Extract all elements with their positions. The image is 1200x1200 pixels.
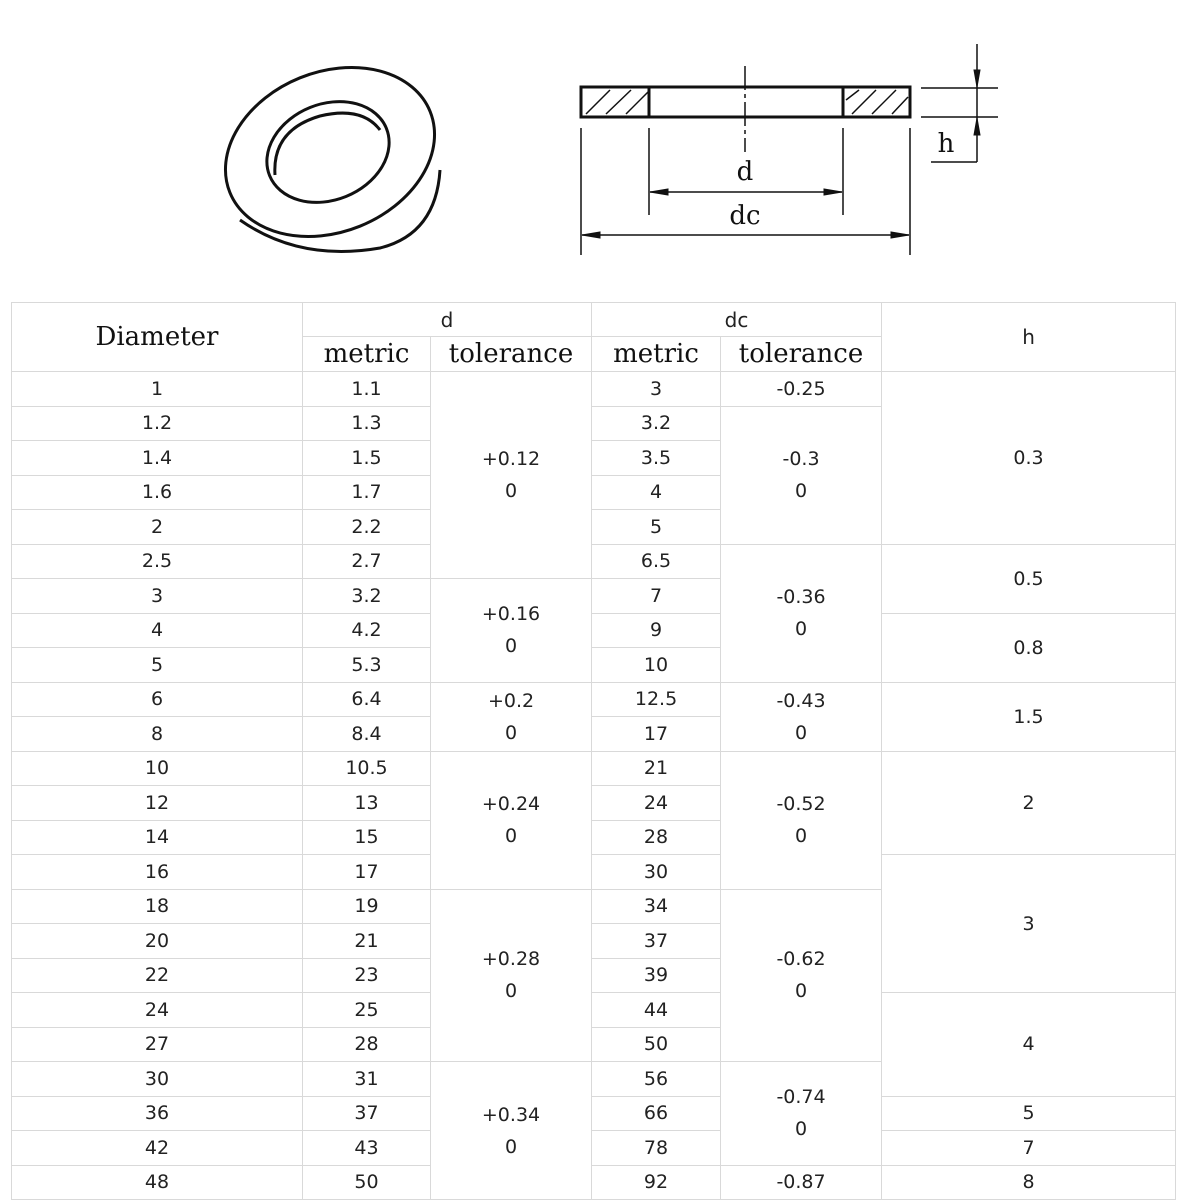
cell-dc-metric: 24	[592, 786, 721, 821]
cell-dc-metric: 3	[592, 372, 721, 407]
cell-dc-metric: 66	[592, 1096, 721, 1131]
cell-diameter: 2	[12, 510, 303, 545]
cell-d-tolerance-upper: +0.28	[481, 948, 541, 971]
cell-d-metric: 19	[303, 889, 431, 924]
washer-cross-section-icon	[581, 44, 998, 255]
washer-drawing	[0, 0, 1200, 290]
cell-dc-metric: 5	[592, 510, 721, 545]
cell-d-tolerance-upper: +0.34	[481, 1103, 541, 1126]
cell-d-metric: 1.1	[303, 372, 431, 407]
cell-diameter: 27	[12, 1027, 303, 1062]
header-d-metric: metric	[303, 337, 431, 372]
cell-d-metric: 1.3	[303, 406, 431, 441]
cell-d-tolerance-upper: +0.2	[487, 689, 535, 712]
cell-d-metric: 25	[303, 993, 431, 1028]
table-row	[12, 855, 1176, 890]
header-dc-group: dc	[592, 303, 882, 337]
cell-dc-tolerance	[721, 889, 882, 1062]
cell-dc-tolerance	[721, 1165, 882, 1200]
cell-diameter: 20	[12, 924, 303, 959]
cell-dc-tolerance	[721, 406, 882, 544]
cell-diameter: 8	[12, 717, 303, 752]
cell-dc-tolerance-upper: -0.43	[776, 689, 826, 712]
cell-d-metric: 15	[303, 820, 431, 855]
cell-d-metric: 23	[303, 958, 431, 993]
cell-dc-tolerance-lower: 0	[794, 721, 808, 744]
cell-diameter: 6	[12, 682, 303, 717]
washer-diagram	[0, 0, 1200, 290]
cell-diameter: 5	[12, 648, 303, 683]
cell-dc-metric: 7	[592, 579, 721, 614]
cell-h: 0.3	[882, 372, 1176, 545]
table-row	[12, 1096, 1176, 1131]
cell-h: 8	[882, 1165, 1176, 1200]
table-row	[12, 993, 1176, 1028]
cell-dc-metric: 56	[592, 1062, 721, 1097]
cell-d-tolerance-lower: 0	[504, 635, 518, 658]
cell-d-metric: 6.4	[303, 682, 431, 717]
cell-d-metric: 3.2	[303, 579, 431, 614]
cell-d-tolerance	[431, 1062, 592, 1200]
cell-h: 3	[882, 855, 1176, 993]
cell-diameter: 10	[12, 751, 303, 786]
cell-diameter: 14	[12, 820, 303, 855]
cell-diameter: 24	[12, 993, 303, 1028]
cell-dc-tolerance	[721, 682, 882, 751]
cell-dc-metric: 4	[592, 475, 721, 510]
cell-d-tolerance	[431, 372, 592, 579]
cell-d-tolerance	[431, 889, 592, 1062]
dc-dimension-label: dc	[729, 201, 761, 231]
cell-h: 2	[882, 751, 1176, 855]
cell-d-metric: 2.7	[303, 544, 431, 579]
header-diameter: Diameter	[12, 303, 303, 372]
cell-d-tolerance-lower: 0	[504, 480, 518, 502]
cell-d-metric: 1.7	[303, 475, 431, 510]
cell-dc-tolerance-upper: -0.52	[776, 793, 826, 815]
cell-d-metric: 28	[303, 1027, 431, 1062]
header-h: h	[882, 303, 1176, 372]
table-row	[12, 544, 1176, 579]
cell-d-metric: 10.5	[303, 751, 431, 786]
cell-d-metric: 2.2	[303, 510, 431, 545]
cell-dc-tolerance	[721, 751, 882, 889]
cell-dc-metric: 10	[592, 648, 721, 683]
cell-h: 5	[882, 1096, 1176, 1131]
cell-d-metric: 5.3	[303, 648, 431, 683]
cell-diameter: 48	[12, 1165, 303, 1200]
cell-d-metric: 37	[303, 1096, 431, 1131]
cell-d-tolerance-upper: +0.16	[481, 603, 541, 626]
table-row	[12, 751, 1176, 786]
table-row	[12, 682, 1176, 717]
cell-dc-metric: 50	[592, 1027, 721, 1062]
cell-dc-metric: 39	[592, 958, 721, 993]
cell-dc-metric: 3.2	[592, 406, 721, 441]
cell-h: 0.5	[882, 544, 1176, 613]
cell-dc-metric: 9	[592, 613, 721, 648]
header-d-tolerance: tolerance	[431, 337, 592, 372]
cell-dc-tolerance-lower: 0	[794, 825, 808, 847]
cell-dc-tolerance-upper: -0.62	[776, 948, 826, 971]
cell-diameter: 18	[12, 889, 303, 924]
cell-d-tolerance	[431, 682, 592, 751]
cell-d-metric: 8.4	[303, 717, 431, 752]
cell-dc-tolerance-upper: -0.3	[782, 448, 820, 470]
cell-diameter: 36	[12, 1096, 303, 1131]
cell-d-tolerance-lower: 0	[504, 980, 518, 1003]
table-row	[12, 613, 1176, 648]
cell-d-tolerance	[431, 751, 592, 889]
cell-dc-tolerance	[721, 372, 882, 407]
cell-d-tolerance-lower: 0	[504, 825, 518, 847]
table-body	[12, 372, 1176, 1200]
cell-dc-metric: 12.5	[592, 682, 721, 717]
cell-diameter: 3	[12, 579, 303, 614]
cell-dc-metric: 21	[592, 751, 721, 786]
header-dc-metric: metric	[592, 337, 721, 372]
cell-diameter: 22	[12, 958, 303, 993]
cell-d-tolerance	[431, 579, 592, 683]
cell-d-metric: 4.2	[303, 613, 431, 648]
cell-d-metric: 31	[303, 1062, 431, 1097]
cell-d-metric: 13	[303, 786, 431, 821]
cell-dc-metric: 34	[592, 889, 721, 924]
cell-dc-metric: 78	[592, 1131, 721, 1166]
cell-d-tolerance-upper: +0.12	[481, 448, 541, 470]
washer-isometric-icon	[200, 37, 460, 266]
cell-h: 0.8	[882, 613, 1176, 682]
cell-diameter: 30	[12, 1062, 303, 1097]
cell-d-metric: 1.5	[303, 441, 431, 476]
header-dc-tolerance: tolerance	[721, 337, 882, 372]
cell-diameter: 1	[12, 372, 303, 407]
cell-dc-metric: 6.5	[592, 544, 721, 579]
cell-dc-tolerance-upper: -0.87	[776, 1171, 826, 1194]
cell-h: 7	[882, 1131, 1176, 1166]
cell-diameter: 1.4	[12, 441, 303, 476]
cell-d-tolerance-upper: +0.24	[481, 793, 541, 815]
cell-h: 4	[882, 993, 1176, 1097]
cell-dc-metric: 37	[592, 924, 721, 959]
h-dimension-label: h	[937, 129, 955, 159]
cell-diameter: 1.6	[12, 475, 303, 510]
cell-dc-tolerance-upper: -0.74	[776, 1086, 826, 1109]
cell-dc-tolerance-upper: -0.36	[776, 586, 826, 608]
cell-diameter: 12	[12, 786, 303, 821]
d-dimension-label: d	[736, 157, 754, 187]
cell-d-tolerance-lower: 0	[504, 1135, 518, 1158]
cell-diameter: 4	[12, 613, 303, 648]
cell-d-tolerance-lower: 0	[504, 721, 518, 744]
cell-dc-metric: 44	[592, 993, 721, 1028]
cell-dc-tolerance-lower: 0	[794, 618, 808, 640]
table-row	[12, 1165, 1176, 1200]
table-row	[12, 1131, 1176, 1166]
cell-dc-tolerance-lower: 0	[794, 1118, 808, 1141]
cell-d-metric: 21	[303, 924, 431, 959]
cell-dc-tolerance-upper: -0.25	[776, 377, 826, 400]
cell-diameter: 1.2	[12, 406, 303, 441]
cell-dc-metric: 3.5	[592, 441, 721, 476]
cell-diameter: 16	[12, 855, 303, 890]
cell-d-metric: 17	[303, 855, 431, 890]
table-row	[12, 372, 1176, 407]
header-d-group: d	[303, 303, 592, 337]
cell-dc-metric: 92	[592, 1165, 721, 1200]
cell-dc-tolerance-lower: 0	[794, 980, 808, 1003]
cell-h: 1.5	[882, 682, 1176, 751]
cell-d-metric: 50	[303, 1165, 431, 1200]
cell-diameter: 42	[12, 1131, 303, 1166]
cell-dc-tolerance-lower: 0	[794, 480, 808, 502]
cell-diameter: 2.5	[12, 544, 303, 579]
cell-dc-metric: 17	[592, 717, 721, 752]
cell-dc-metric: 30	[592, 855, 721, 890]
cell-d-metric: 43	[303, 1131, 431, 1166]
cell-dc-tolerance	[721, 1062, 882, 1166]
washer-spec-table	[11, 302, 1176, 1200]
cell-dc-metric: 28	[592, 820, 721, 855]
cell-dc-tolerance	[721, 544, 882, 682]
